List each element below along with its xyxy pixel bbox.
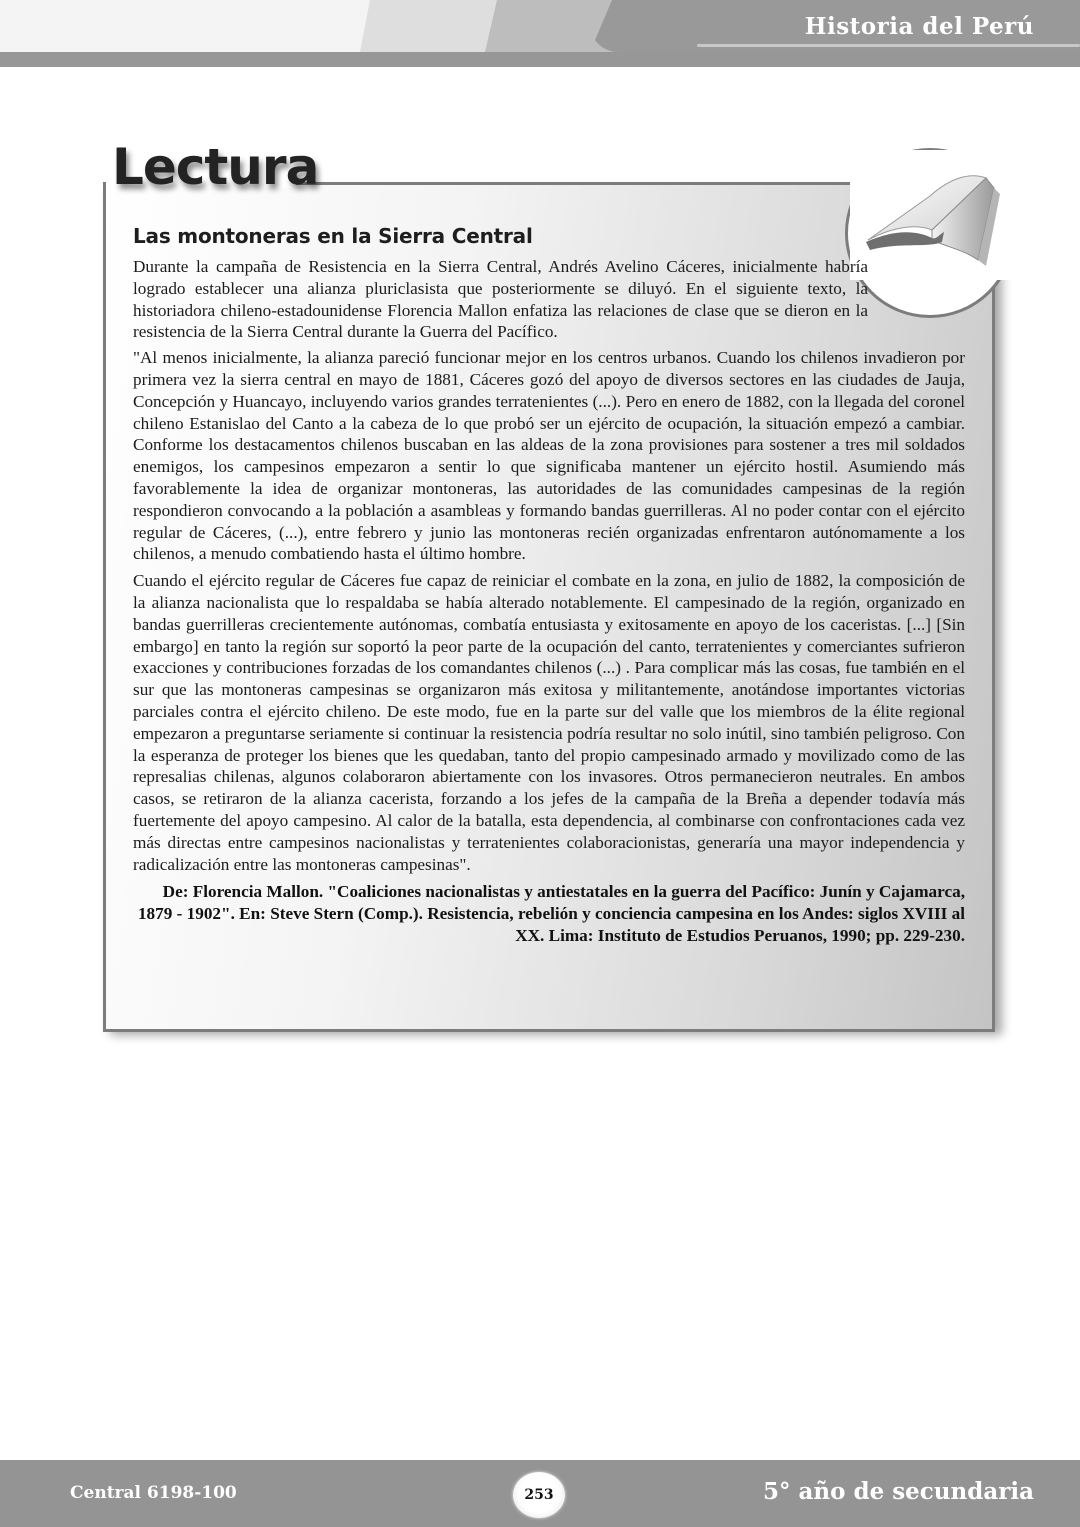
reading-title: Las montoneras en la Sierra Central	[133, 224, 533, 248]
header-title-underline	[697, 44, 1080, 47]
section-heading: Lectura	[112, 138, 319, 196]
reading-intro: Durante la campaña de Resistencia en la Sierra Central, Andrés Avelino Cáceres, inicialmente habría logrado establecer una alianza pluriclasista que posteriormente se diluyó. En el siguiente texto, la historiadora chileno-estadounidense Florencia Mallon enfatiza las relaciones de clase que se dieron en la resistencia de la Sierra Central durante la Guerra del Pacífico.	[133, 257, 868, 342]
footer-phone: Central 6198-100	[70, 1483, 237, 1503]
reading-citation: De: Florencia Mallon. "Coaliciones nacionalistas y antiestatales en la guerra del Pacífico: Junín y Cajamarca, 1879 - 1902". En: Steve Stern (Comp.). Resistencia, rebelión y conciencia campesina en los Andes: siglos XVIII al XX. Lima: Instituto de Estudios Peruanos, 1990; pp. 229-230.	[137, 882, 965, 945]
page-number: 253	[513, 1472, 565, 1518]
reading-paragraph: "Al menos inicialmente, la alianza pareció funcionar mejor en los centros urbanos. Cuando los chilenos invadieron por primera vez la sierra central en mayo de 1881, Cáceres gozó del apoyo de diversos sectores en las ciudades de Jauja, Concepción y Huancayo, incluyendo varios grandes terratenientes (...). Pero en enero de 1882, con la llegada del coronel chileno Estanislao del Canto a la cabeza de lo que probó ser un ejército de ocupación, la situación empezó a cambiar. Conforme los destacamentos chilenos buscaban en las aldeas de la zona provisiones para sostener a tres mil soldados enemigos, los campesinos empezaron a sentir lo que significaba mantener un ejército hostil. Asumiendo más favorablemente la idea de organizar montoneras, las autoridades de las comunidades campesinas de la región respondieron convocando a la población a asambleas y formando bandas guerrilleras. Al no poder contar con el ejército regular de Cáceres, (...), entre febrero y junio las montoneras recién organizadas enfrentaron autónomamente a los chilenos, a menudo combatiendo hasta el último hombre.	[133, 348, 965, 564]
page-header	[0, 0, 1080, 68]
header-stripe-light	[360, 0, 500, 52]
header-bar	[0, 52, 1080, 67]
page-footer	[0, 1460, 1080, 1527]
reading-content	[133, 224, 965, 947]
header-title: Historia del Perú	[804, 13, 1034, 40]
reading-paragraph: Cuando el ejército regular de Cáceres fue capaz de reiniciar el combate en la zona, en julio de 1882, la composición de la alianza nacionalista que lo respaldaba se había alterado notablemente. El campesinado de la región, organizado en bandas guerrilleras crecientemente autónomas, combatía entusiasta y exitosamente en apoyo de los caceristas. [...] [Sin embargo] en tanto la región sur soportó la peor parte de la ocupación del canto, terratenientes y comerciantes sufrieron exacciones y contribuciones forzadas de los comandantes chilenos (...) . Para complicar más las cosas, fue también en el sur que las montoneras campesinas se organizaron más exitosa y militantemente, anotándose importantes victorias parciales contra el ejército chileno. De este modo, fue en la parte sur del valle que los miembros de la élite regional empezaron a preguntarse seriamente si continuar la resistencia podría resultar no solo inútil, sino también peligroso. Con la esperanza de proteger los bienes que les quedaban, tanto del propio campesinado armado y movilizado como de las represalias chilenas, algunos colaboraron abiertamente con los invasores. Otros permanecieron neutrales. En ambos casos, se retiraron de la alianza cacerista, forzando a los jefes de la campaña de la Breña a depender todavía más fuertemente del apoyo campesino. Al calor de la batalla, esta dependencia, al combinarse con confrontaciones cada vez más directas entre campesinos nacionalistas y terratenientes colaboracionistas, generaría una mayor independencia y radicalización entre las montoneras campesinas".	[133, 571, 965, 874]
footer-grade: 5° año de secundaria	[763, 1478, 1034, 1505]
